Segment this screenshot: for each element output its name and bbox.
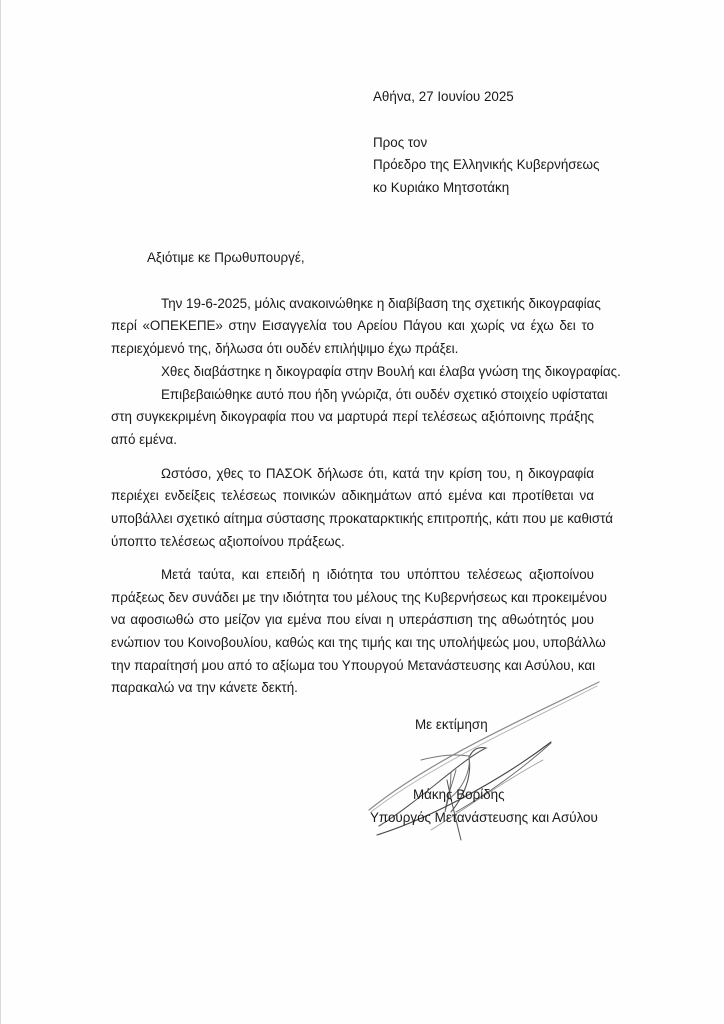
body-line: από εμένα. (111, 432, 177, 447)
closing-regards: Με εκτίμηση (415, 717, 488, 732)
body-line: Ωστόσο, χθες το ΠΑΣΟΚ δήλωσε ότι, κατά την κρίση του, η δικογραφία (161, 466, 594, 481)
body-line: περί «ΟΠΕΚΕΠΕ» στην Εισαγγελία του Αρείου Πάγου και χωρίς να έχω δει το (111, 318, 594, 333)
body-line: να αφοσιωθώ στο μείζον για εμένα που είναι η υπεράσπιση της αθωότητός μου (111, 612, 594, 627)
signatory-title: Υπουργός Μετανάστευσης και Ασύλου (370, 810, 598, 825)
body-line: ενώπιον του Κοινοβουλίου, καθώς και της τιμής και της υπολήψεώς μου, υποβάλλω (111, 635, 606, 650)
body-line: υποβάλλει σχετικό αίτημα σύστασης προκαταρκτικής επιτροπής, κάτι που με καθιστά (111, 511, 613, 526)
recipient-line: Πρόεδρο της Ελληνικής Κυβερνήσεως (373, 157, 600, 172)
body-line: ύποπτο τελέσεως αξιοποίνου πράξεως. (111, 534, 345, 549)
body-line: Επιβεβαιώθηκε αυτό που ήδη γνώριζα, ότι ουδέν σχετικό στοιχείο υφίσταται (161, 387, 608, 402)
salutation: Αξιότιμε κε Πρωθυπουργέ, (147, 250, 305, 265)
body-line: παρακαλώ να την κάνετε δεκτή. (111, 680, 298, 695)
body-line: Την 19-6-2025, μόλις ανακοινώθηκε η διαβίβαση της σχετικής δικογραφίας (161, 296, 601, 311)
place-date: Αθήνα, 27 Ιουνίου 2025 (373, 89, 514, 104)
body-line: πράξεως δεν συνάδει με την ιδιότητα του μέλους της Κυβερνήσεως και προκειμένου (111, 590, 607, 605)
body-line: περιέχει ενδείξεις τελέσεως ποινικών αδικημάτων από εμένα και προτίθεται να (111, 488, 594, 503)
recipient-line: Προς τον (373, 135, 428, 150)
body-line: την παραίτησή μου από το αξίωμα του Υπουργού Μετανάστευσης και Ασύλου, και (111, 658, 596, 673)
body-line: Χθες διαβάστηκε η δικογραφία στην Βουλή και έλαβα γνώση της δικογραφίας. (161, 364, 621, 379)
signatory-name: Μάκης Βορίδης (413, 787, 505, 802)
body-line: στη συγκεκριμένη δικογραφία που να μαρτυρά περί τελέσεως αξιόποινης πράξης (111, 409, 594, 424)
body-line: Μετά ταύτα, και επειδή η ιδιότητα του υπόπτου τελέσεως αξιοποίνου (161, 567, 594, 582)
recipient-line: κο Κυριάκο Μητσοτάκη (373, 180, 510, 195)
body-line: περιεχόμενό της, δήλωσα ότι ουδέν επιλήψιμο έχω πράξει. (111, 341, 459, 356)
